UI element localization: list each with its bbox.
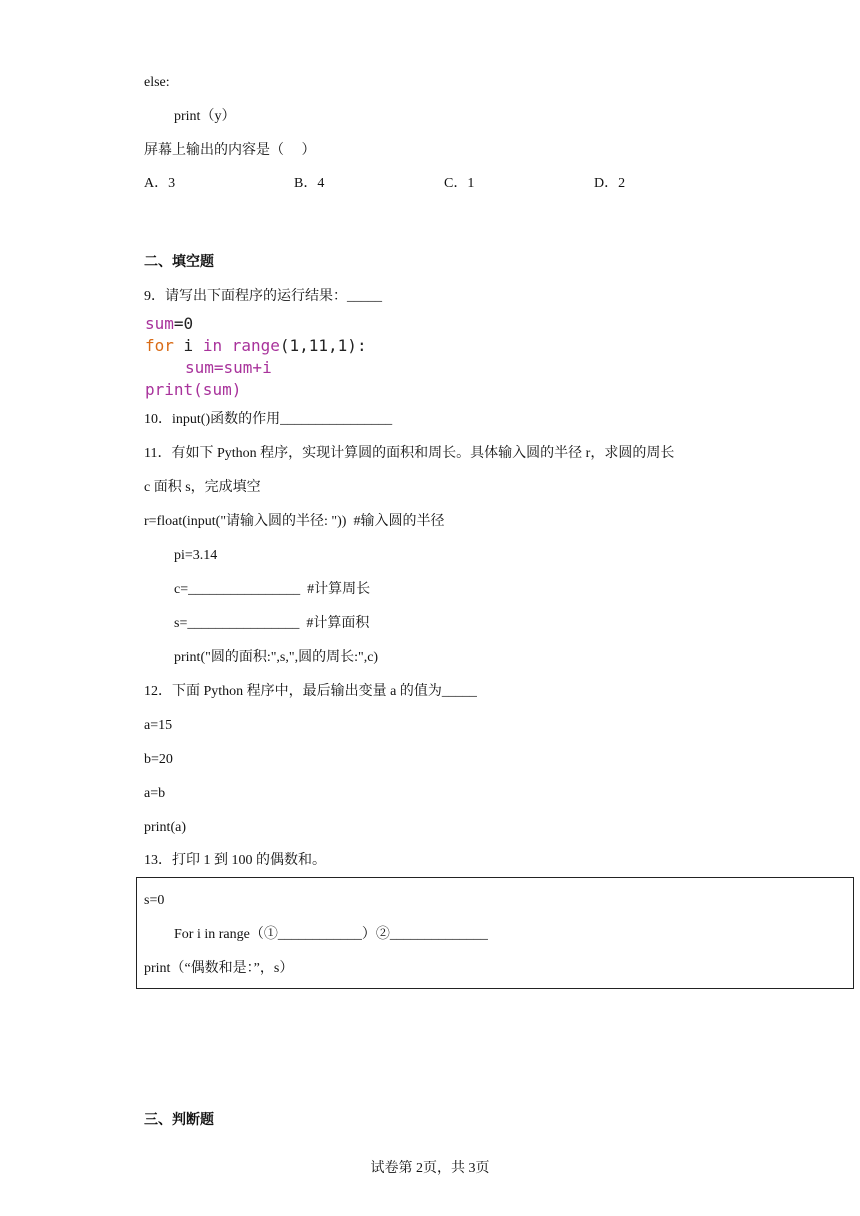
q12-code-line: a=b: [144, 786, 166, 801]
code-else: else:: [144, 75, 170, 90]
section-heading-true-false: 三、判断题: [144, 1113, 214, 1128]
code-line-3: sum=sum+i: [185, 358, 272, 377]
question-10: 10．input()函数的作用________________: [144, 412, 393, 427]
q11-code-line: s=________________ #计算面积: [174, 616, 370, 631]
question-8-prompt: 屏幕上输出的内容是（ ）: [144, 143, 316, 158]
code-line-4: [145, 379, 241, 401]
option-d: D．2: [594, 176, 626, 191]
code-line-2: [145, 335, 367, 357]
section-heading-fill-blank: 二、填空题: [144, 255, 214, 270]
code-token: print: [145, 380, 194, 399]
code-token: in: [202, 336, 223, 355]
code-token: i: [173, 336, 203, 355]
option-a: A．3: [144, 176, 176, 191]
code-token: =0: [173, 314, 194, 333]
q11-code-line: print("圆的面积:",s,",圆的周长:",c): [174, 650, 379, 665]
option-b: B．4: [294, 176, 325, 191]
q12-code-line: print(a): [144, 820, 186, 835]
code-token: sum: [145, 314, 174, 333]
question-13: 13．打印 1 到 100 的偶数和。: [144, 853, 326, 868]
option-c: C．1: [444, 176, 475, 191]
question-11-line-2: c 面积 s，完成填空: [144, 480, 261, 495]
code-token: for: [145, 336, 174, 355]
q13-code-line: s=0: [144, 893, 165, 908]
code-token: (sum): [193, 380, 242, 399]
q11-code-line: r=float(input("请输入圆的半径: ")) #输入圆的半径: [144, 514, 445, 529]
question-12: 12．下面 Python 程序中，最后输出变量 a 的值为_____: [144, 684, 477, 699]
code-print-y: print（y）: [174, 109, 236, 124]
q11-code-line: c=________________ #计算周长: [174, 582, 371, 597]
q13-code-line: print（“偶数和是：”，s）: [144, 961, 294, 976]
question-9: 9．请写出下面程序的运行结果：_____: [144, 289, 382, 304]
q11-code-line: pi=3.14: [174, 548, 218, 563]
code-line-1: [145, 313, 193, 335]
page-footer: 试卷第 2页，共 3页: [370, 1161, 490, 1176]
code-token: range: [222, 336, 280, 355]
question-11-line-1: 11．有如下 Python 程序，实现计算圆的面积和周长。具体输入圆的半径 r，求圆的周长: [144, 446, 675, 461]
q12-code-line: a=15: [144, 718, 173, 733]
q13-code-line: For i in range（①____________）②______________: [174, 927, 488, 942]
code-token: (1,11,1):: [279, 336, 367, 355]
q12-code-line: b=20: [144, 752, 173, 767]
